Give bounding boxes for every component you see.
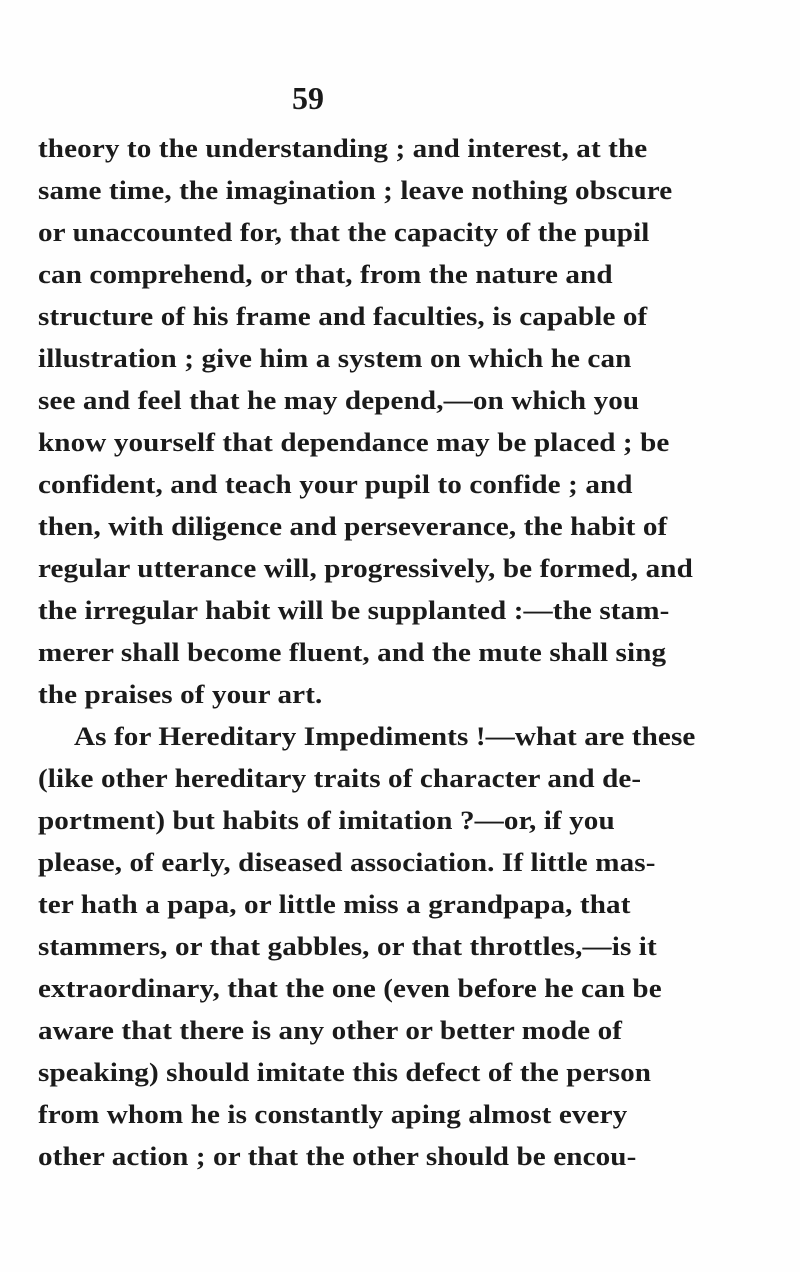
text-line-4: can comprehend, or that, from the nature and: [38, 260, 613, 289]
text-line-13: merer shall become fluent, and the mute shall sing: [38, 638, 667, 667]
text-line-14: the praises of your art.: [38, 680, 323, 709]
text-line-11: regular utterance will, progressively, be formed, and: [38, 554, 693, 583]
text-line-3: or unaccounted for, that the capacity of the pupil: [38, 218, 650, 247]
text-line-18: please, of early, diseased association. If little mas-: [38, 848, 656, 877]
text-line-9: confident, and teach your pupil to confide ; and: [38, 470, 633, 499]
text-line-20: stammers, or that gabbles, or that throttles,—is it: [38, 932, 657, 961]
text-line-21: extraordinary, that the one (even before he can be: [38, 974, 662, 1003]
text-line-7: see and feel that he may depend,—on which you: [38, 386, 640, 415]
text-line-24: from whom he is constantly aping almost every: [38, 1100, 628, 1129]
text-line-1: theory to the understanding ; and interest, at the: [38, 134, 648, 163]
text-line-8: know yourself that dependance may be placed ; be: [38, 428, 670, 457]
text-line-5: structure of his frame and faculties, is capable of: [38, 302, 648, 331]
text-line-22: aware that there is any other or better mode of: [38, 1016, 623, 1045]
text-line-19: ter hath a papa, or little miss a grandpapa, that: [38, 890, 631, 919]
page-number: 59: [292, 80, 324, 116]
text-line-12: the irregular habit will be supplanted :—the stam-: [38, 596, 670, 625]
text-line-23: speaking) should imitate this defect of the person: [38, 1058, 652, 1087]
text-line-10: then, with diligence and perseverance, the habit of: [38, 512, 668, 541]
text-line-17: portment) but habits of imitation ?—or, if you: [38, 806, 615, 835]
text-line-6: illustration ; give him a system on which he can: [38, 344, 632, 373]
text-line-15: As for Hereditary Impediments !—what are these: [74, 722, 696, 751]
text-line-2: same time, the imagination ; leave nothing obscure: [38, 176, 673, 205]
text-line-16: (like other hereditary traits of character and de-: [38, 764, 642, 793]
text-line-25: other action ; or that the other should be encou-: [38, 1142, 637, 1171]
